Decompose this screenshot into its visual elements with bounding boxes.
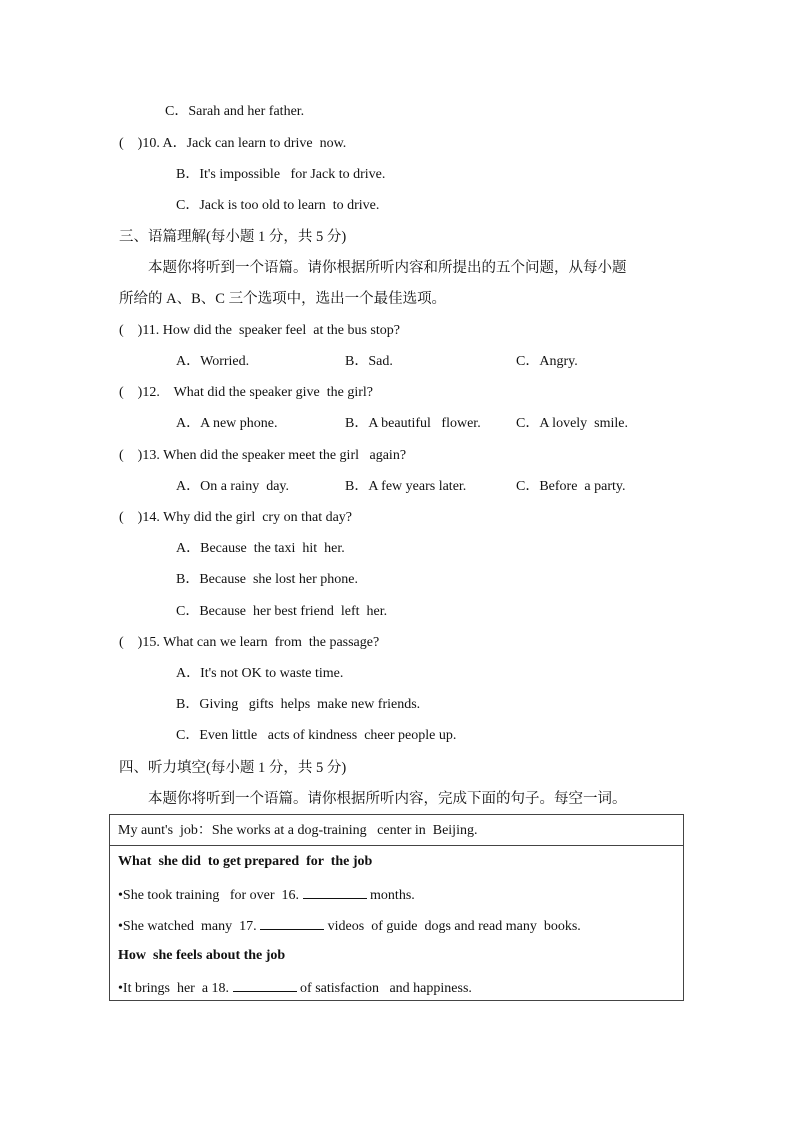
q13-option-c: C．Before a party. (516, 479, 626, 494)
section3-instruction-line1: 本题你将听到一个语篇。请你根据所听内容和所提出的五个问题，从每小题 (148, 260, 627, 276)
table-bullet-17 (118, 916, 581, 936)
table-subhead-feels: How she feels about the job (118, 948, 286, 963)
q12-stem: ( )12. What did the speaker give the girl? (119, 385, 373, 400)
q12-option-a: A．A new phone. (176, 416, 278, 431)
table-divider (110, 845, 683, 846)
section4-heading: 四、听力填空(每小题 1 分，共 5 分) (119, 760, 347, 776)
bullet17-tail: videos of guide dogs and read many books. (324, 919, 581, 934)
q15-option-b: B．Giving gifts helps make new friends. (176, 697, 421, 712)
q11-option-b: B．Sad. (345, 354, 393, 369)
q15-option-c: C．Even little acts of kindness cheer people up. (176, 728, 457, 743)
table-subhead-prepared: What she did to get prepared for the job (118, 854, 373, 869)
bullet17-text: •She watched many 17. (118, 919, 261, 934)
blank-18[interactable] (233, 978, 297, 992)
q12-option-c: C．A lovely smile. (516, 416, 628, 431)
q11-stem: ( )11. How did the speaker feel at the bus stop? (119, 323, 400, 338)
table-bullet-18 (118, 978, 472, 998)
q12-option-b: B．A beautiful flower. (345, 416, 481, 431)
q14-option-b: B．Because she lost her phone. (176, 572, 358, 587)
q14-stem: ( )14. Why did the girl cry on that day? (119, 510, 353, 525)
q14-option-c: C．Because her best friend left her. (176, 604, 388, 619)
section3-instruction-line2: 所给的 A、B、C 三个选项中，选出一个最佳选项。 (119, 291, 447, 307)
q9-option-c: C．Sarah and her father. (165, 104, 305, 119)
fill-in-table (109, 814, 684, 1001)
table-bullet-16 (118, 885, 415, 905)
blank-16[interactable] (303, 885, 367, 899)
bullet16-tail: months. (366, 888, 415, 903)
q15-stem: ( )15. What can we learn from the passage? (119, 635, 380, 650)
q13-option-a: A．On a rainy day. (176, 479, 290, 494)
section4-instruction: 本题你将听到一个语篇。请你根据所听内容，完成下面的句子。每空一词。 (148, 791, 627, 807)
q11-option-c: C．Angry. (516, 354, 578, 369)
blank-17[interactable] (260, 916, 324, 930)
q14-option-a: A．Because the taxi hit her. (176, 541, 345, 556)
q13-option-b: B．A few years later. (345, 479, 467, 494)
section3-heading: 三、语篇理解(每小题 1 分，共 5 分) (119, 229, 347, 245)
q13-stem: ( )13. When did the speaker meet the girl again? (119, 448, 407, 463)
q11-option-a: A．Worried. (176, 354, 250, 369)
q10-option-b: B．It's impossible for Jack to drive. (176, 167, 386, 182)
table-row-job: My aunt's job：She works at a dog-training center in Beijing. (118, 823, 478, 838)
q15-option-a: A．It's not OK to waste time. (176, 666, 344, 681)
bullet18-tail: of satisfaction and happiness. (296, 981, 472, 996)
bullet18-text: •It brings her a 18. (118, 981, 233, 996)
bullet16-text: •She took training for over 16. (118, 888, 303, 903)
q10-option-c: C．Jack is too old to learn to drive. (176, 198, 380, 213)
q10-stem: ( )10. A．Jack can learn to drive now. (119, 136, 347, 151)
